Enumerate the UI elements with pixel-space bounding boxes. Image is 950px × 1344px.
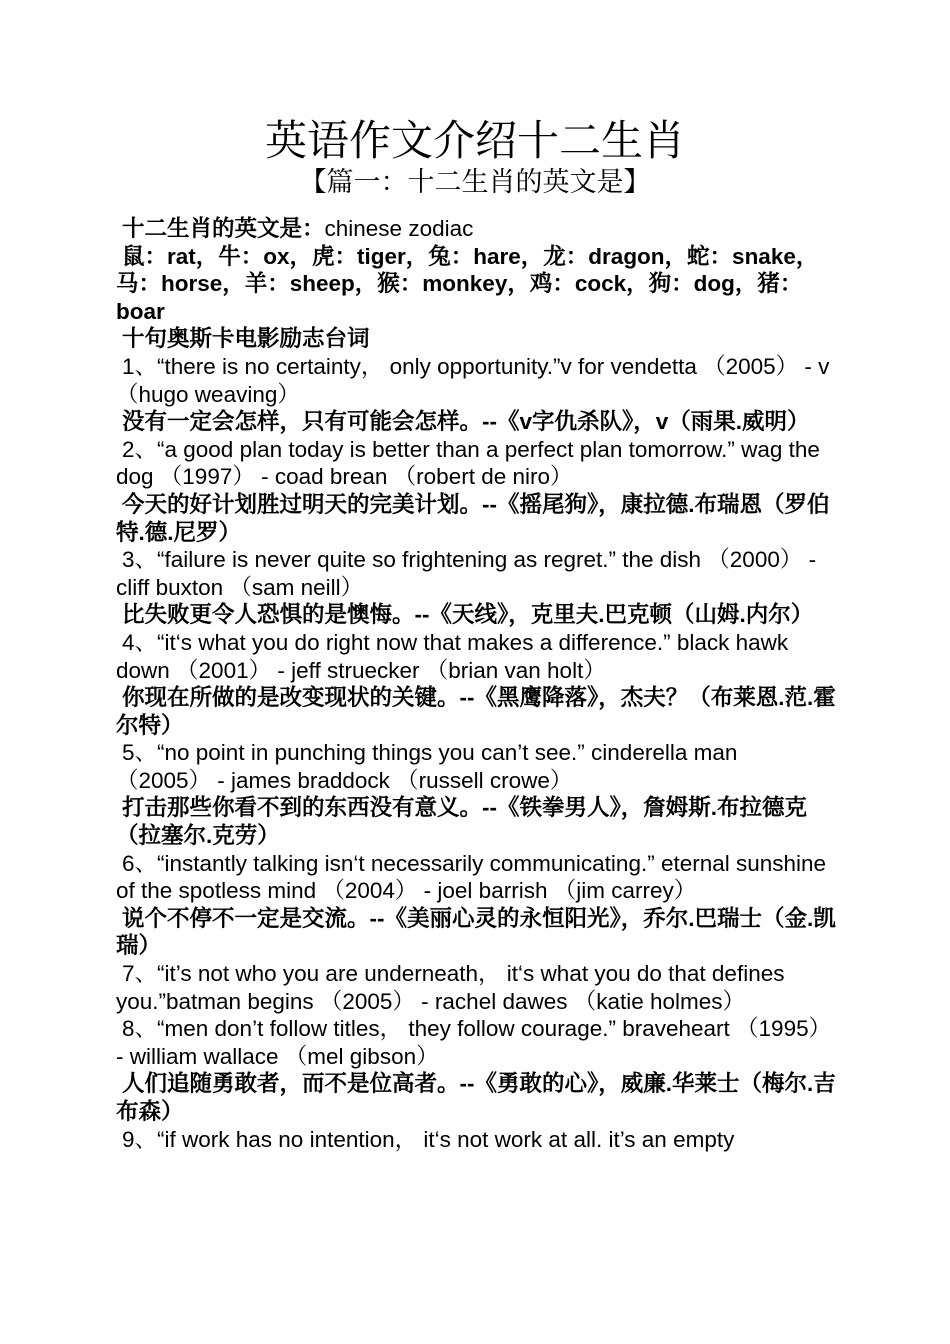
quote-6-chinese: 说个不停不一定是交流。--《美丽心灵的永恒阳光》，乔尔.巴瑞士（金.凯瑞） (116, 905, 836, 959)
quote-2-chinese: 今天的好计划胜过明天的完美计划。--《摇尾狗》，康拉德.布瑞恩（罗伯特.德.尼罗） (116, 491, 830, 545)
quote-4-english: 4、“it‘s what you do right now that makes a difference.” black hawk down （2001） - jeff struecker （brian van holt） (116, 629, 789, 683)
quote-5-english: 5、“no point in punching things you can’t see.” cinderella man （2005） - james braddock （russell crowe） (116, 740, 738, 793)
quote-6-english: 6、“instantly talking isn‘t necessarily communicating.” eternal sunshine of the spotless mind （2004） - joel barrish （jim carrey） (116, 850, 827, 904)
quote-8-chinese: 人们追随勇敢者，而不是位高者。--《勇敢的心》，威廉.华莱士（梅尔.吉布森） (116, 1071, 836, 1124)
quote-3-english: 3、“failure is never quite so frightening as regret.” the dish （2000） - cliff buxton （sam neill） (116, 547, 817, 600)
zodiac-heading (116, 215, 836, 243)
quote-8-english: 8、“men don’t follow titles， they follow courage.” braveheart （1995） - william wallace （mel gibson） (116, 1016, 832, 1069)
zodiac-heading-value: chinese zodiac (324, 216, 474, 241)
quote-3-chinese: 比失败更令人恐惧的是懊悔。--《天线》，克里夫.巴克顿（山姆.内尔） (122, 602, 814, 628)
quote-1-english: 1、“there is no certainty， only opportunity.”v for vendetta （2005） - v （hugo weaving） (116, 353, 830, 407)
quote-4-chinese: 你现在所做的是改变现状的关键。--《黑鹰降落》，杰夫？（布莱恩.范.霍尔特） (116, 685, 836, 738)
zodiac-heading-label: 十二生肖的英文是： (122, 216, 325, 241)
quote-7-english: 7、“it’s not who you are underneath， it‘s what you do that defines you.”batman begins （2005） - rachel dawes （katie holmes） (116, 961, 785, 1014)
document-title: 英语作文介绍十二生肖 (264, 116, 685, 165)
document-subtitle: 【篇一：十二生肖的英文是】 (299, 167, 651, 198)
document-body (116, 215, 836, 1153)
quote-1-chinese: 没有一定会怎样，只有可能会怎样。--《v字仇杀队》，v（雨果.威明） (122, 409, 810, 435)
quotes-heading: 十句奥斯卡电影励志台词 (122, 326, 370, 352)
quote-2-english: 2、“a good plan today is better than a perfect plan tomorrow.” wag the dog （1997） - coad brean （robert de niro） (116, 436, 820, 490)
quote-5-chinese: 打击那些你看不到的东西没有意义。--《铁拳男人》，詹姆斯.布拉德克（拉塞尔.克劳） (116, 795, 807, 849)
quote-9-english: 9、“if work has no intention， it‘s not work at all. it’s an empty (122, 1126, 735, 1152)
zodiac-list: 鼠：rat，牛：ox，虎：tiger，兔：hare，龙：dragon，蛇：snake，马：horse，羊：sheep，猴：monkey，鸡：cock，狗：dog，猪：boar (116, 243, 819, 324)
